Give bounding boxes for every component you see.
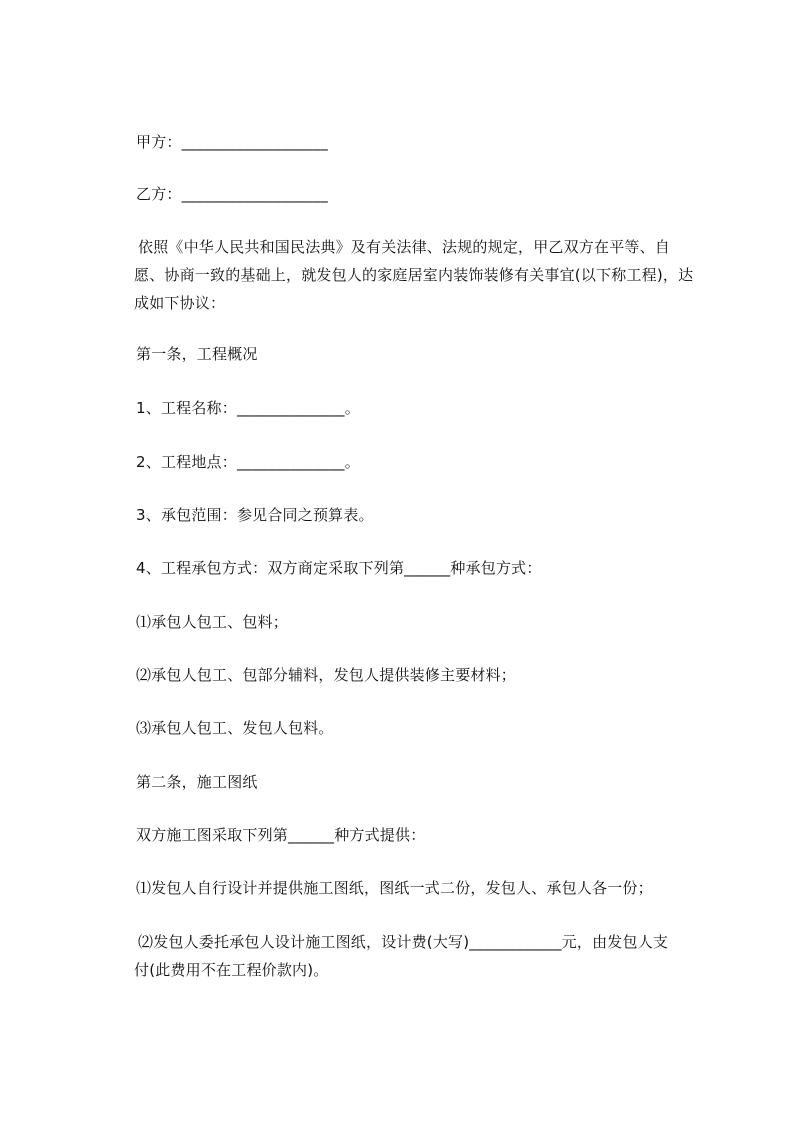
intro-line-1: 依照《中华人民共和国民法典》及有关法律、法规的规定，甲乙双方在平等、自 (138, 238, 671, 256)
drawing-option-2-line-2: 付(此费用不在工程价款内)。 (134, 961, 329, 979)
drawing-option-2 (136, 928, 702, 984)
item-contract-scope: 3、承包范围：参见合同之预算表。 (136, 506, 374, 524)
article-1-title: 第一条，工程概况 (136, 345, 258, 363)
drawings-intro: 双方施工图采取下列第______种方式提供： (136, 826, 426, 844)
item-project-location: 2、工程地点：______________。 (136, 453, 360, 471)
option-partial-materials: ⑵承包人包工、包部分辅料，发包人提供装修主要材料； (136, 666, 517, 684)
intro-line-2: 愿、协商一致的基础上，就发包人的家庭居室内装饰装修有关事宜(以下称工程)，达 (134, 266, 694, 284)
party-b-line: 乙方：___________________ (136, 185, 328, 203)
article-2-title: 第二条，施工图纸 (136, 773, 258, 791)
item-project-name: 1、工程名称：______________。 (136, 399, 360, 417)
party-a-line: 甲方：___________________ (136, 133, 328, 151)
item-contract-method: 4、工程承包方式：双方商定采取下列第______种承包方式： (136, 559, 542, 577)
drawing-option-1: ⑴发包人自行设计并提供施工图纸，图纸一式二份，发包人、承包人各一份； (136, 879, 653, 897)
option-labor-only: ⑶承包人包工、发包人包料。 (136, 719, 334, 737)
intro-paragraph (136, 233, 702, 317)
option-labor-materials: ⑴承包人包工、包料； (136, 613, 289, 631)
drawing-option-2-line-1: ⑵发包人委托承包人设计施工图纸，设计费(大写)____________元，由发包人支 (138, 933, 669, 951)
intro-line-3: 成如下协议： (134, 294, 226, 312)
